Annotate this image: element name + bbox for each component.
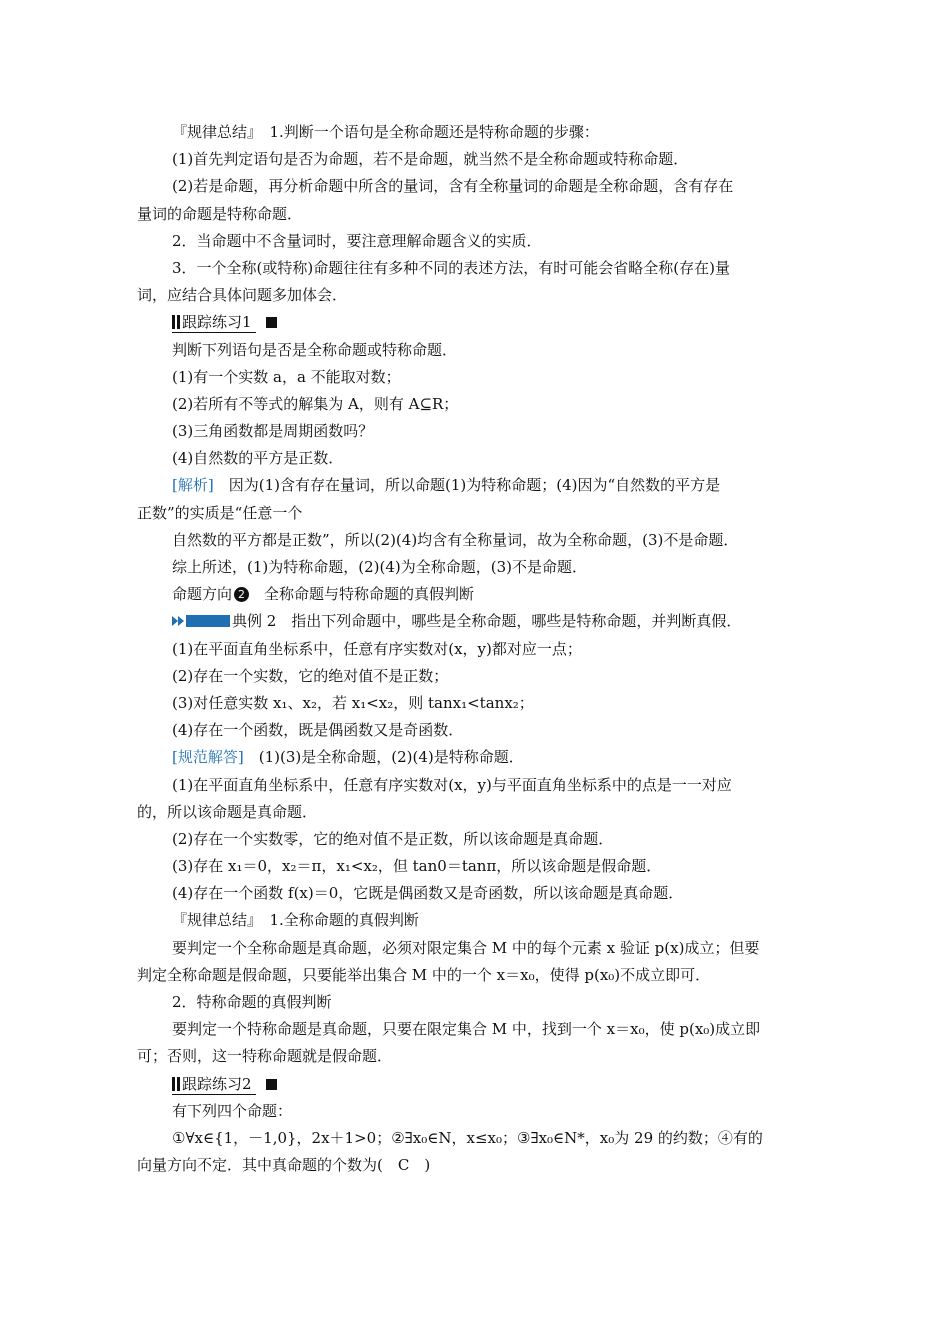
section-heading-track-2 xyxy=(137,1071,817,1098)
text-line: (3)三角函数都是周期函数吗？ xyxy=(172,422,374,441)
text-line: 词，应结合具体问题多加体会． xyxy=(137,286,348,305)
text-line: (1)在平面直角坐标系中，任意有序实数对(x，y)与平面直角坐标系中的点是一一对应 xyxy=(172,775,732,794)
text-line: 要判定一个特称命题是真命题，只要在限定集合 M 中，找到一个 x＝x₀，使 p(x₀)成立即 xyxy=(172,1020,761,1039)
text-line: 3．一个全称(或特称)命题往往有多种不同的表述方法，有时可能会省略全称(存在)量 xyxy=(172,258,730,277)
text-line: (4)自然数的平方是正数． xyxy=(172,449,344,468)
text-line: 『规律总结』 1.判断一个语句是全称命题还是特称命题的步骤： xyxy=(172,123,599,141)
text-line: 的，所以该命题是真命题． xyxy=(137,802,318,821)
text-line: 要判定一个全称命题是真命题，必须对限定集合 M 中的每个元素 x 验证 p(x)成立；但要 xyxy=(172,938,760,957)
square-icon xyxy=(266,1079,277,1090)
text-line: 判定全称命题是假命题，只要能举出集合 M 中的一个 x＝x₀，使得 p(x₀)不成立即可． xyxy=(137,965,711,984)
text-line: (2)存在一个实数，它的绝对值不是正数； xyxy=(172,666,449,685)
bar-icon xyxy=(172,315,175,329)
text-line: 2．当命题中不含量词时，要注意理解命题含义的实质． xyxy=(172,231,542,250)
text-line: (4)存在一个函数，既是偶函数又是奇函数． xyxy=(172,721,464,740)
analysis-text: 因为(1)含有存在量词，所以命题(1)为特称命题；(4)因为“自然数的平方是 xyxy=(213,476,721,495)
text-line: 可；否则，这一特称命题就是假命题． xyxy=(137,1047,393,1066)
text-line: (3)对任意实数 x₁、x₂，若 x₁<x₂，则 tanx₁<tanx₂； xyxy=(172,693,534,712)
square-icon xyxy=(266,317,277,328)
example-heading xyxy=(137,608,817,635)
example-arrow-icon xyxy=(172,610,232,635)
text-line: (1)在平面直角坐标系中，任意有序实数对(x，y)都对应一点； xyxy=(172,639,582,658)
topic-heading xyxy=(137,581,817,608)
analysis-line xyxy=(137,472,817,499)
solution-line xyxy=(137,744,817,771)
text-line: (2)若是命题，再分析命题中所含的量词，含有全称量词的命题是全称命题，含有存在 xyxy=(172,177,734,196)
example-text: 典例 2 指出下列命题中，哪些是全称命题，哪些是特称命题，并判断真假． xyxy=(232,612,742,631)
bar-icon xyxy=(177,1077,180,1091)
heading-label: 跟踪练习1 xyxy=(182,313,252,332)
text-line: 2．特称命题的真假判断 xyxy=(172,993,332,1011)
topic-title: 全称命题与特称命题的真假判断 xyxy=(249,585,475,604)
text-line: 『规律总结』 1.全称命题的真假判断 xyxy=(172,911,419,930)
section-heading-track-1 xyxy=(137,309,817,336)
bar-icon xyxy=(177,315,180,329)
text-line: 向量方向不定．其中真命题的个数为( C ) xyxy=(137,1156,431,1175)
bar-icon xyxy=(172,1077,175,1091)
solution-text: (1)(3)是全称命题，(2)(4)是特称命题． xyxy=(243,748,524,767)
document-page xyxy=(137,119,817,1179)
text-line: (4)存在一个函数 f(x)＝0，它既是偶函数又是奇函数，所以该命题是真命题． xyxy=(172,884,684,903)
heading-label: 跟踪练习2 xyxy=(182,1074,252,1093)
topic-label: 命题方向 xyxy=(172,585,233,604)
text-line: 自然数的平方都是正数”，所以(2)(4)均含有全称量词，故为全称命题，(3)不是命题． xyxy=(172,530,739,549)
text-line: (1)有一个实数 a，a 不能取对数； xyxy=(172,367,401,386)
text-line: (2)若所有不等式的解集为 A，则有 A⊆R； xyxy=(172,394,459,413)
text-line: 量词的命题是特称命题． xyxy=(137,204,303,223)
circled-number-badge: 2 xyxy=(234,587,249,602)
text-line: ①∀x∈{1，－1,0}，2x＋1>0；②∃x₀∈N，x≤x₀；③∃x₀∈N*，x₀为 29 的约数；④有的 xyxy=(172,1128,763,1147)
text-line: (3)存在 x₁＝0，x₂＝π，x₁<x₂，但 tan0＝tanπ，所以该命题是假命题． xyxy=(172,857,662,876)
text-line: (1)首先判定语句是否为命题，若不是命题，就当然不是全称命题或特称命题． xyxy=(172,150,689,169)
text-line: 判断下列语句是否是全称命题或特称命题． xyxy=(172,340,458,359)
text-line: 有下列四个命题： xyxy=(172,1101,293,1120)
text-line: (2)存在一个实数零，它的绝对值不是正数，所以该命题是真命题． xyxy=(172,829,614,848)
text-line: 正数”的实质是“任意一个 xyxy=(137,503,303,522)
analysis-tag: [解析] xyxy=(172,476,214,495)
solution-tag: [规范解答] xyxy=(172,748,244,767)
text-line: 综上所述，(1)为特称命题，(2)(4)为全称命题，(3)不是命题． xyxy=(172,558,587,576)
